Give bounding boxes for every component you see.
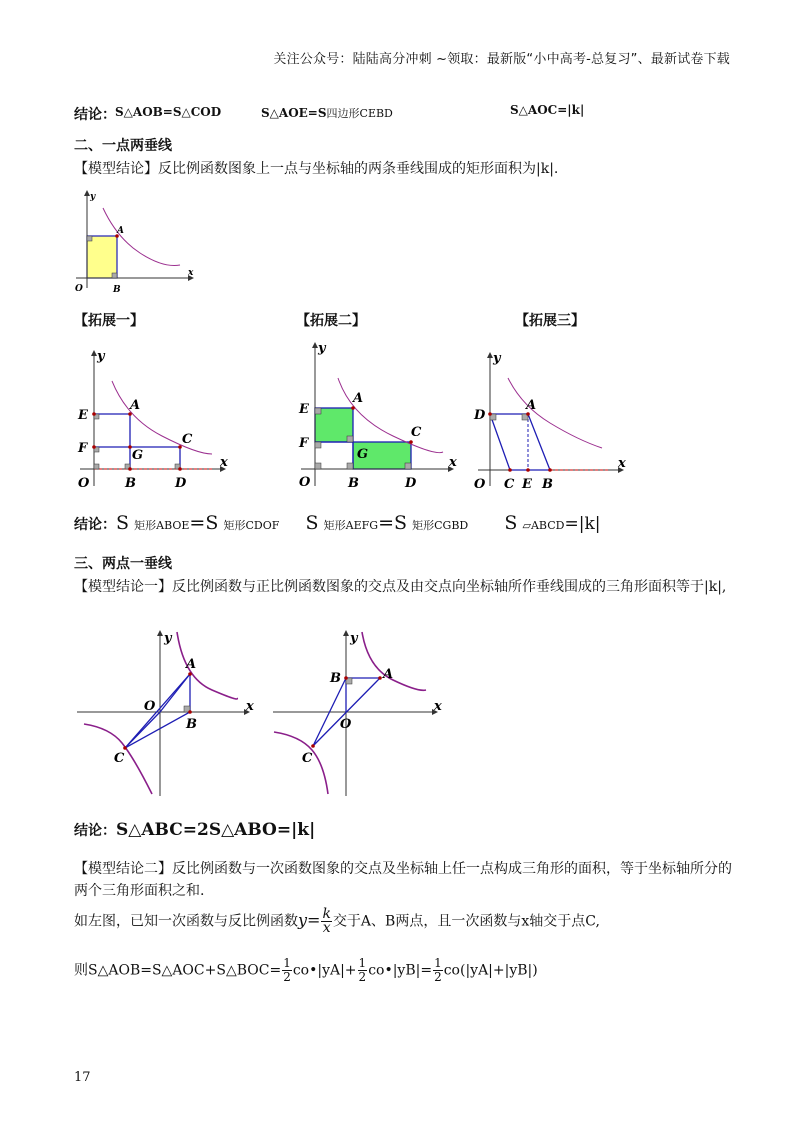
- conclusion-item-3: S△AOC=|k|: [510, 103, 585, 117]
- extension-2-label: 【拓展二】: [296, 313, 366, 329]
- yellow-rectangle: [87, 236, 117, 278]
- svg-text:C: C: [411, 425, 422, 440]
- svg-text:B: B: [330, 671, 341, 686]
- svg-text:A: A: [383, 667, 394, 682]
- svg-text:B: B: [542, 477, 553, 492]
- section-2-title: 二、一点两垂线: [74, 138, 172, 154]
- svg-text:E: E: [522, 477, 532, 492]
- svg-text:F: F: [299, 436, 309, 451]
- svg-text:E: E: [299, 402, 309, 417]
- svg-text:A: A: [130, 398, 141, 413]
- formula-line-2: 则S△AOB=S△AOC+S△BOC= $\frac{1}{2}$ co•|yA|+ $\frac{1}{2}$ co•|yB|= $\frac{1}{2}$ co(|yA|+|yB|): [74, 956, 538, 984]
- svg-text:x: x: [246, 699, 254, 714]
- svg-text:G: G: [357, 447, 369, 462]
- svg-text:C: C: [114, 751, 125, 766]
- svg-text:A: A: [353, 391, 364, 406]
- svg-text:A: A: [526, 398, 537, 413]
- svg-text:y: y: [97, 349, 105, 364]
- page-number: 17: [74, 1070, 91, 1085]
- section-3-model-2: 【模型结论二】反比例函数与一次函数图象的交点及坐标轴上任一点构成三角形的面积，等于坐标轴所分的两个三角形面积之和.: [74, 861, 732, 899]
- svg-text:x: x: [434, 699, 442, 714]
- svg-text:D: D: [405, 476, 417, 491]
- extension-3-label: 【拓展三】: [515, 313, 585, 329]
- svg-text:y: y: [318, 341, 326, 356]
- svg-text:y: y: [164, 631, 172, 646]
- svg-text:A: A: [186, 657, 197, 672]
- svg-text:O: O: [299, 475, 311, 490]
- section-3-title: 三、两点一垂线: [74, 556, 172, 572]
- conclusion-2: 结论：S 矩形ABOE=S 矩形CDOF S 矩形AEFG=S 矩形CGBD S ▱ABCD=|k|: [74, 512, 601, 534]
- conclusion-1: [74, 104, 116, 124]
- svg-text:O: O: [144, 699, 156, 714]
- svg-text:B: B: [348, 476, 359, 491]
- svg-text:F: F: [78, 441, 88, 456]
- graph-two-points-right: [268, 628, 453, 800]
- svg-text:y: y: [493, 351, 501, 366]
- svg-text:x: x: [618, 456, 626, 471]
- graph-extension-2: [293, 338, 468, 494]
- svg-text:C: C: [182, 432, 193, 447]
- extension-1-label: 【拓展一】: [74, 313, 144, 329]
- svg-text:x: x: [220, 455, 228, 470]
- svg-text:y: y: [90, 192, 96, 202]
- svg-text:E: E: [78, 408, 88, 423]
- section-3-model-1: 【模型结论一】反比例函数与正比例函数图象的交点及由交点向坐标轴所作垂线围成的三角形面积等于|k|,: [74, 579, 727, 595]
- svg-text:B: B: [125, 476, 136, 491]
- page-header: 关注公众号：陆陆高分冲刺 ~领取：最新版“小中高考-总复习”、最新试卷下载: [273, 52, 730, 67]
- graph-extension-3: [470, 348, 630, 494]
- svg-text:y: y: [350, 631, 358, 646]
- svg-text:B: B: [186, 717, 197, 732]
- svg-text:x: x: [449, 455, 457, 470]
- graph-extension-1: [72, 346, 242, 494]
- conclusion-item-2: S△AOE=S四边形CEBD: [261, 106, 393, 120]
- svg-text:D: D: [175, 476, 187, 491]
- svg-text:B: B: [113, 285, 121, 295]
- svg-text:D: D: [474, 408, 486, 423]
- svg-text:A: A: [117, 226, 124, 236]
- section-2-model: 【模型结论】反比例函数图象上一点与坐标轴的两条垂线围成的矩形面积为|k|.: [74, 161, 559, 177]
- svg-text:O: O: [474, 477, 486, 492]
- conclusion-item-1: S△AOB=S△COD: [115, 105, 222, 119]
- svg-text:O: O: [75, 284, 83, 294]
- svg-text:O: O: [340, 717, 352, 732]
- graph-one-point: [70, 188, 200, 296]
- conclusion-label: 结论：: [74, 107, 116, 123]
- svg-text:G: G: [132, 448, 144, 463]
- graph-two-points-left: [72, 628, 262, 800]
- svg-text:C: C: [302, 751, 313, 766]
- conclusion-3: 结论：S△ABC=2S△ABO=|k|: [74, 820, 316, 840]
- svg-text:C: C: [504, 477, 515, 492]
- svg-text:x: x: [188, 268, 194, 278]
- svg-text:O: O: [78, 476, 90, 491]
- formula-line-1: 如左图，已知一次函数与反比例函数y= $\frac{k}{x}$ 交于A、B两点，且一次函数与x轴交于点C,: [74, 906, 600, 936]
